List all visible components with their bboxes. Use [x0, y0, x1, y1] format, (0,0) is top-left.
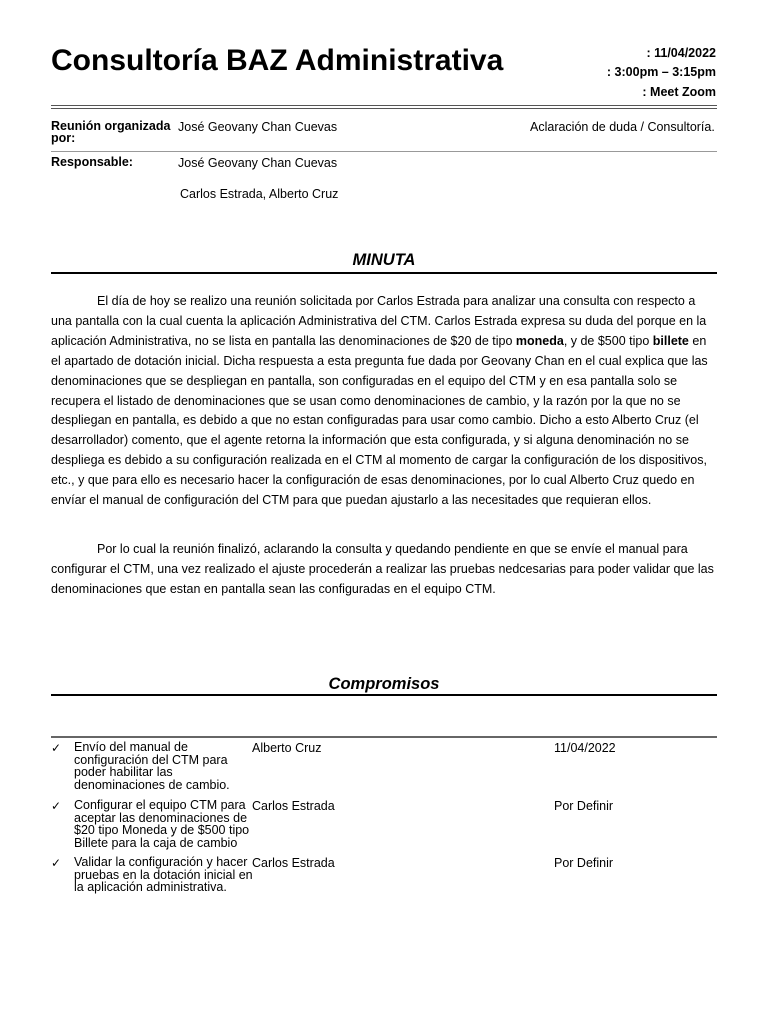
meeting-place: : Meet Zoom: [642, 85, 716, 99]
compromiso-date: Por Definir: [554, 856, 614, 870]
compromiso-description: Configurar el equipo CTM para aceptar las denominaciones de $20 tipo Moneda y de $500 tipo Billete para la caja de cambio: [74, 798, 250, 850]
compromiso-date: 11/04/2022: [554, 741, 616, 755]
compromiso-owner: Carlos Estrada: [252, 856, 335, 870]
checkmark-icon: ✓: [51, 799, 62, 813]
compromiso-date: Por Definir: [554, 799, 614, 813]
responsible-value: José Geovany Chan Cuevas: [178, 156, 338, 170]
minuta-p1-part-c: en el apartado de dotación inicial. Dicha respuesta a esta pregunta fue dada por Geovany Chan en el cual explica que las denominaciones que se despliegan en pantalla, son configuradas en el equipo del CTM y en esa pantalla solo se recupera el listado de denominaciones que se usan como denominaciones de cambio, y la razón por la que no se despliegan en pantalla, es debido a que no estan configuradas para usar como cambio. Dicho a esto Alberto Cruz (el desarrollador) comento, que el agente retorna la información que esta configurada, y si alguna denominación no se despliega es debido a su configuración realizada en el CTM al momento de cargar la configuración de los dispositivos, etc., y que para ello es necesario hacer la configuración de esas denominaciones, por lo cual Alberto Cruz quedo en envíar el manual de configuración del CTM para que puedan ajustarlo a las necesitades que requieran ellos.: [51, 333, 708, 508]
info-divider: [51, 151, 717, 152]
compromisos-rule: [51, 694, 717, 696]
minuta-p1-bold-moneda: moneda: [515, 333, 564, 348]
checkmark-icon: ✓: [51, 741, 62, 755]
header-divider: [51, 105, 717, 109]
organizer-value: José Geovany Chan Cuevas: [178, 120, 338, 134]
compromiso-description: Validar la configuración y hacer pruebas en la dotación inicial en la aplicación administrativa.: [74, 855, 253, 894]
minuta-p1-part-b: , y de $500 tipo: [563, 333, 653, 348]
document-title: Consultoría BAZ Administrativa: [51, 44, 504, 77]
minuta-rule: [51, 272, 717, 274]
minuta-paragraph-1: [51, 292, 717, 511]
compromiso-description: Envío del manual de configuración del CTM para poder habilitar las denominaciones de cambio.: [74, 740, 230, 792]
compromisos-table-rule: [51, 736, 717, 738]
minuta-body-2: [51, 540, 717, 600]
compromisos-heading: Compromisos: [328, 675, 440, 693]
responsible-label: Responsable:: [51, 155, 133, 169]
minuta-paragraph-2: Por lo cual la reunión finalizó, aclarando la consulta y quedando pendiente en que se envíe el manual para configurar el CTM, una vez realizado el ajuste procederán a realizar las pruebas nedcesarias para poder validar que las denominaciones que estan en pantalla sean las configuradas en el equipo CTM.: [51, 542, 714, 596]
minuta-heading: MINUTA: [352, 251, 416, 269]
organizer-label-line2: por:: [51, 131, 76, 145]
meeting-subject: Aclaración de duda / Consultoría.: [530, 120, 715, 134]
organizer-label-line1: Reunión organizada: [51, 119, 171, 133]
minuta-p1-part-a: El día de hoy se realizo una reunión solicitada por Carlos Estrada para analizar una consulta con respecto a una pantalla con la cual cuenta la aplicación Administrativa del CTM. Carlos Estrada expresa su duda del porque en la aplicación Administrativa, no se lista en pantalla las denominaciones de $20 de tipo: [51, 294, 707, 348]
attendees: Carlos Estrada, Alberto Cruz: [180, 187, 339, 201]
meeting-date: : 11/04/2022: [646, 46, 716, 60]
compromiso-owner: Carlos Estrada: [252, 799, 335, 813]
organizer-label: [51, 120, 170, 144]
checkmark-icon: ✓: [51, 856, 62, 870]
compromiso-owner: Alberto Cruz: [252, 741, 322, 755]
minuta-body: [51, 292, 717, 511]
meeting-time: : 3:00pm – 3:15pm: [606, 65, 716, 79]
minuta-p1-bold-billete: billete: [652, 333, 689, 348]
